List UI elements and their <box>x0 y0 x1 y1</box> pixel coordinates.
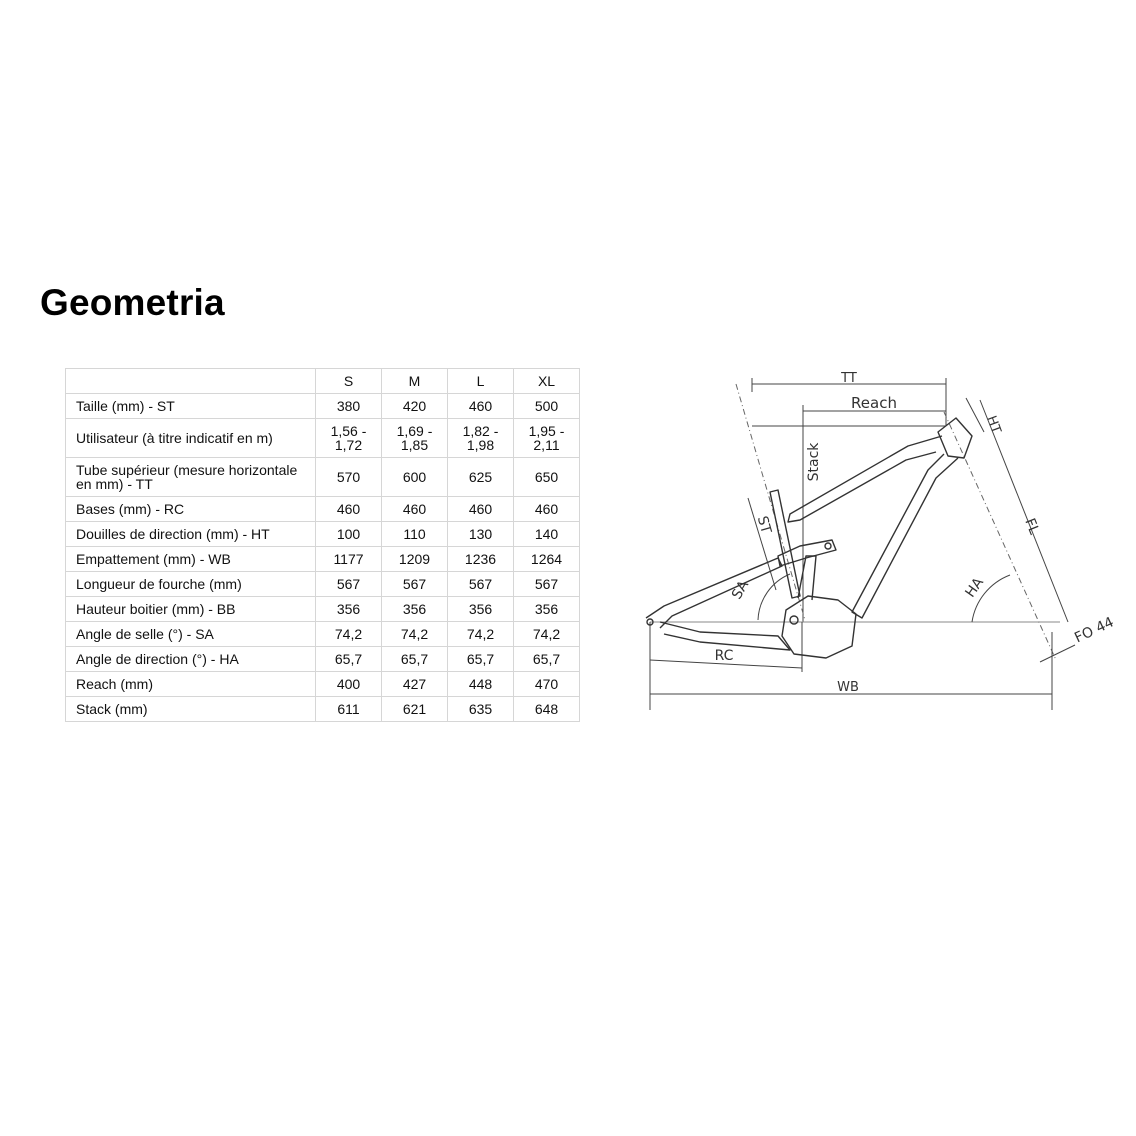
cell-value: 380 <box>316 394 382 419</box>
table-row <box>66 697 580 722</box>
cell-value: 1,69 - 1,85 <box>382 419 448 458</box>
fo-dimension-line <box>1040 645 1075 662</box>
cell-value: 635 <box>448 697 514 722</box>
cell-value: 570 <box>316 458 382 497</box>
sa-label: SA <box>728 577 753 603</box>
table-row <box>66 647 580 672</box>
fl-label: FL <box>1021 516 1043 537</box>
cell-value: 74,2 <box>514 622 580 647</box>
cell-value: 460 <box>448 394 514 419</box>
cell-value: 65,7 <box>316 647 382 672</box>
cell-value: 356 <box>316 597 382 622</box>
row-label: Douilles de direction (mm) - HT <box>66 522 316 547</box>
ha-label: HA <box>962 574 988 601</box>
table-row <box>66 394 580 419</box>
size-header: XL <box>514 369 580 394</box>
cell-value: 1177 <box>316 547 382 572</box>
st-dimension-line <box>748 498 776 590</box>
geometry-table <box>65 368 580 722</box>
cell-value: 600 <box>382 458 448 497</box>
cell-value: 460 <box>382 497 448 522</box>
cell-value: 567 <box>316 572 382 597</box>
cell-value: 74,2 <box>316 622 382 647</box>
cell-value: 140 <box>514 522 580 547</box>
fo-label: FO 44 <box>1072 614 1117 647</box>
cell-value: 110 <box>382 522 448 547</box>
cell-value: 650 <box>514 458 580 497</box>
cell-value: 611 <box>316 697 382 722</box>
seat-stay-shape <box>646 558 782 628</box>
cell-value: 621 <box>382 697 448 722</box>
page-title: Geometria <box>40 282 225 323</box>
cell-value: 1209 <box>382 547 448 572</box>
cell-value: 420 <box>382 394 448 419</box>
row-label: Tube supérieur (mesure horizontale en mm) - TT <box>66 458 316 497</box>
table-row <box>66 572 580 597</box>
stack-label: Stack <box>806 442 822 482</box>
chain-stay-shape <box>660 622 790 650</box>
cell-value: 625 <box>448 458 514 497</box>
reach-label: Reach <box>851 394 897 412</box>
ht-label: HT <box>983 413 1004 436</box>
cell-value: 356 <box>514 597 580 622</box>
cell-value: 567 <box>514 572 580 597</box>
down-tube-shape <box>852 454 958 618</box>
shock-shape <box>798 556 816 600</box>
motor-housing-shape <box>782 596 856 658</box>
cell-value: 470 <box>514 672 580 697</box>
table-row <box>66 458 580 497</box>
cell-value: 1,56 - 1,72 <box>316 419 382 458</box>
cell-value: 100 <box>316 522 382 547</box>
table-row <box>66 497 580 522</box>
table-row <box>66 419 580 458</box>
cell-value: 74,2 <box>382 622 448 647</box>
row-label: Angle de selle (°) - SA <box>66 622 316 647</box>
rc-label: RC <box>714 648 734 664</box>
size-header: M <box>382 369 448 394</box>
cell-value: 65,7 <box>514 647 580 672</box>
cell-value: 65,7 <box>382 647 448 672</box>
row-label: Taille (mm) - ST <box>66 394 316 419</box>
table-row <box>66 547 580 572</box>
size-header: L <box>448 369 514 394</box>
cell-value: 567 <box>382 572 448 597</box>
cell-value: 1236 <box>448 547 514 572</box>
row-label: Stack (mm) <box>66 697 316 722</box>
row-label: Bases (mm) - RC <box>66 497 316 522</box>
st-label: ST <box>753 514 774 536</box>
table-row <box>66 522 580 547</box>
seat-post-shape <box>770 490 800 598</box>
cell-value: 1,95 - 2,11 <box>514 419 580 458</box>
table-header-row <box>66 369 580 394</box>
bike-geometry-diagram <box>628 366 1128 716</box>
rocker-pivot <box>825 543 831 549</box>
cell-value: 648 <box>514 697 580 722</box>
row-label: Utilisateur (à titre indicatif en m) <box>66 419 316 458</box>
header-label-cell <box>66 369 316 394</box>
cell-value: 1,82 - 1,98 <box>448 419 514 458</box>
cell-value: 74,2 <box>448 622 514 647</box>
cell-value: 567 <box>448 572 514 597</box>
cell-value: 65,7 <box>448 647 514 672</box>
tt-label: TT <box>841 371 857 386</box>
cell-value: 448 <box>448 672 514 697</box>
cell-value: 460 <box>316 497 382 522</box>
wb-label: WB <box>837 680 859 695</box>
rocker-link-shape <box>778 540 836 566</box>
cell-value: 400 <box>316 672 382 697</box>
row-label: Reach (mm) <box>66 672 316 697</box>
head-tube-shape <box>938 418 972 458</box>
row-label: Longueur de fourche (mm) <box>66 572 316 597</box>
cell-value: 500 <box>514 394 580 419</box>
cell-value: 427 <box>382 672 448 697</box>
row-label: Empattement (mm) - WB <box>66 547 316 572</box>
cell-value: 130 <box>448 522 514 547</box>
table-row <box>66 597 580 622</box>
cell-value: 356 <box>382 597 448 622</box>
table-row <box>66 672 580 697</box>
cell-value: 460 <box>514 497 580 522</box>
main-pivot <box>790 616 798 624</box>
cell-value: 460 <box>448 497 514 522</box>
table-row <box>66 622 580 647</box>
size-header: S <box>316 369 382 394</box>
row-label: Angle de direction (°) - HA <box>66 647 316 672</box>
cell-value: 1264 <box>514 547 580 572</box>
cell-value: 356 <box>448 597 514 622</box>
row-label: Hauteur boitier (mm) - BB <box>66 597 316 622</box>
